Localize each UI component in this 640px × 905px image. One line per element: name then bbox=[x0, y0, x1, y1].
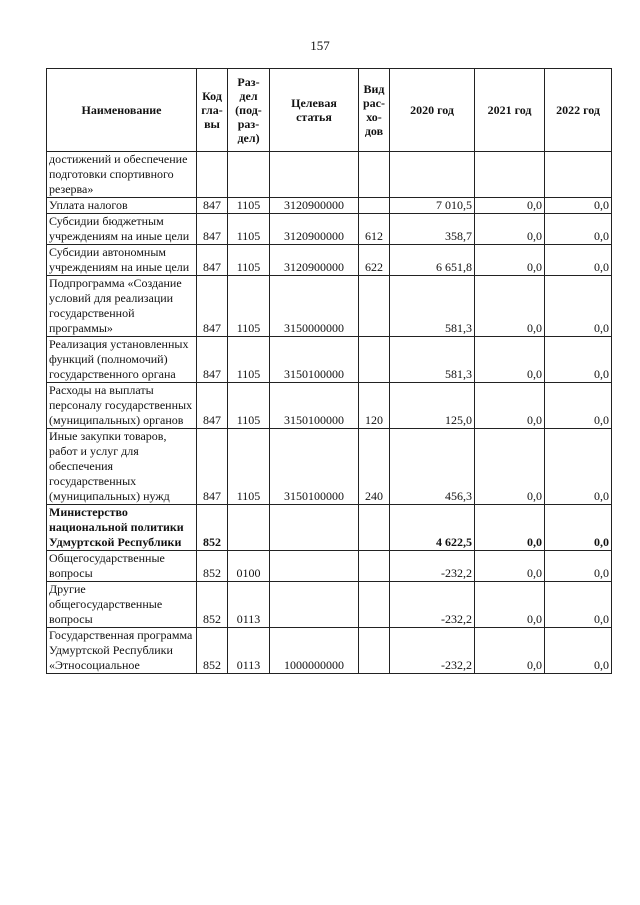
cell-section: 0100 bbox=[228, 551, 270, 582]
table-row bbox=[47, 276, 612, 337]
table-body bbox=[47, 152, 612, 674]
cell-name: Общегосударственные вопросы bbox=[47, 551, 197, 582]
header-kind: Вид рас-хо-дов bbox=[359, 69, 390, 152]
cell-target: 3120900000 bbox=[270, 198, 359, 214]
cell-kind bbox=[359, 276, 390, 337]
cell-code: 847 bbox=[197, 429, 228, 505]
cell-section: 1105 bbox=[228, 245, 270, 276]
table-row bbox=[47, 245, 612, 276]
cell-y2022: 0,0 bbox=[545, 245, 612, 276]
cell-code bbox=[197, 152, 228, 198]
cell-kind: 612 bbox=[359, 214, 390, 245]
cell-code: 847 bbox=[197, 214, 228, 245]
cell-name: Государственная программа Удмуртской Республики «Этносоциальное bbox=[47, 628, 197, 674]
cell-code: 852 bbox=[197, 628, 228, 674]
cell-target: 3150100000 bbox=[270, 383, 359, 429]
cell-y2022: 0,0 bbox=[545, 214, 612, 245]
cell-name: Уплата налогов bbox=[47, 198, 197, 214]
cell-y2021: 0,0 bbox=[475, 337, 545, 383]
cell-kind: 240 bbox=[359, 429, 390, 505]
cell-y2021: 0,0 bbox=[475, 214, 545, 245]
header-target: Целевая статья bbox=[270, 69, 359, 152]
cell-y2021: 0,0 bbox=[475, 383, 545, 429]
cell-y2022: 0,0 bbox=[545, 628, 612, 674]
cell-y2020: 358,7 bbox=[390, 214, 475, 245]
cell-code: 847 bbox=[197, 383, 228, 429]
cell-name: Иные закупки товаров, работ и услуг для обеспечения государственных (муниципальных) нужд bbox=[47, 429, 197, 505]
cell-target: 3120900000 bbox=[270, 245, 359, 276]
table-row bbox=[47, 198, 612, 214]
cell-section: 1105 bbox=[228, 198, 270, 214]
cell-y2022 bbox=[545, 152, 612, 198]
cell-name: Министерство национальной политики Удмуртской Республики bbox=[47, 505, 197, 551]
cell-kind bbox=[359, 337, 390, 383]
cell-kind: 622 bbox=[359, 245, 390, 276]
table-row bbox=[47, 383, 612, 429]
cell-y2022: 0,0 bbox=[545, 429, 612, 505]
header-row bbox=[47, 69, 612, 152]
cell-y2022: 0,0 bbox=[545, 383, 612, 429]
cell-kind bbox=[359, 551, 390, 582]
cell-y2021: 0,0 bbox=[475, 198, 545, 214]
cell-name: Субсидии автономным учреждениям на иные цели bbox=[47, 245, 197, 276]
cell-y2022: 0,0 bbox=[545, 582, 612, 628]
cell-y2020: 4 622,5 bbox=[390, 505, 475, 551]
cell-target: 3150000000 bbox=[270, 276, 359, 337]
cell-name: Другие общегосударственные вопросы bbox=[47, 582, 197, 628]
cell-name: достижений и обеспечение подготовки спортивного резерва» bbox=[47, 152, 197, 198]
cell-target bbox=[270, 505, 359, 551]
cell-target bbox=[270, 152, 359, 198]
cell-code: 847 bbox=[197, 337, 228, 383]
cell-y2021: 0,0 bbox=[475, 582, 545, 628]
table-row bbox=[47, 551, 612, 582]
page-number: 157 bbox=[310, 38, 330, 53]
cell-code: 852 bbox=[197, 582, 228, 628]
cell-kind bbox=[359, 582, 390, 628]
table-row bbox=[47, 505, 612, 551]
cell-target: 3120900000 bbox=[270, 214, 359, 245]
cell-y2020: -232,2 bbox=[390, 628, 475, 674]
cell-y2022: 0,0 bbox=[545, 551, 612, 582]
cell-code: 847 bbox=[197, 276, 228, 337]
cell-y2022: 0,0 bbox=[545, 337, 612, 383]
cell-y2021: 0,0 bbox=[475, 628, 545, 674]
cell-section: 0113 bbox=[228, 582, 270, 628]
cell-code: 852 bbox=[197, 505, 228, 551]
table-row bbox=[47, 152, 612, 198]
cell-y2022: 0,0 bbox=[545, 198, 612, 214]
header-2020: 2020 год bbox=[390, 69, 475, 152]
cell-name: Субсидии бюджетным учреждениям на иные цели bbox=[47, 214, 197, 245]
cell-target: 1000000000 bbox=[270, 628, 359, 674]
cell-y2020: 581,3 bbox=[390, 276, 475, 337]
cell-section: 0113 bbox=[228, 628, 270, 674]
cell-section: 1105 bbox=[228, 276, 270, 337]
header-name: Наименование bbox=[47, 69, 197, 152]
cell-y2021: 0,0 bbox=[475, 429, 545, 505]
cell-kind bbox=[359, 628, 390, 674]
cell-code: 852 bbox=[197, 551, 228, 582]
table-row bbox=[47, 582, 612, 628]
cell-kind bbox=[359, 152, 390, 198]
table-row bbox=[47, 214, 612, 245]
budget-table bbox=[46, 68, 612, 674]
cell-y2020: 581,3 bbox=[390, 337, 475, 383]
cell-name: Реализация установленных функций (полномочий) государственного органа bbox=[47, 337, 197, 383]
table-row bbox=[47, 628, 612, 674]
cell-section: 1105 bbox=[228, 383, 270, 429]
cell-target: 3150100000 bbox=[270, 429, 359, 505]
cell-y2020: 456,3 bbox=[390, 429, 475, 505]
cell-kind bbox=[359, 198, 390, 214]
table-row bbox=[47, 429, 612, 505]
cell-y2020: 125,0 bbox=[390, 383, 475, 429]
cell-target: 3150100000 bbox=[270, 337, 359, 383]
cell-kind bbox=[359, 505, 390, 551]
cell-name: Подпрограмма «Создание условий для реализации государственной программы» bbox=[47, 276, 197, 337]
cell-y2022: 0,0 bbox=[545, 505, 612, 551]
cell-section: 1105 bbox=[228, 214, 270, 245]
cell-y2020: 7 010,5 bbox=[390, 198, 475, 214]
cell-section bbox=[228, 505, 270, 551]
cell-name: Расходы на выплаты персоналу государственных (муниципальных) органов bbox=[47, 383, 197, 429]
cell-code: 847 bbox=[197, 198, 228, 214]
cell-y2021: 0,0 bbox=[475, 276, 545, 337]
cell-section: 1105 bbox=[228, 429, 270, 505]
cell-kind: 120 bbox=[359, 383, 390, 429]
table-row bbox=[47, 337, 612, 383]
cell-y2020: -232,2 bbox=[390, 582, 475, 628]
header-code: Код гла-вы bbox=[197, 69, 228, 152]
cell-y2020: 6 651,8 bbox=[390, 245, 475, 276]
cell-y2021 bbox=[475, 152, 545, 198]
cell-y2021: 0,0 bbox=[475, 505, 545, 551]
cell-y2020: -232,2 bbox=[390, 551, 475, 582]
cell-section: 1105 bbox=[228, 337, 270, 383]
cell-section bbox=[228, 152, 270, 198]
cell-target bbox=[270, 582, 359, 628]
cell-code: 847 bbox=[197, 245, 228, 276]
cell-y2021: 0,0 bbox=[475, 551, 545, 582]
cell-y2020 bbox=[390, 152, 475, 198]
cell-target bbox=[270, 551, 359, 582]
header-2022: 2022 год bbox=[545, 69, 612, 152]
cell-y2022: 0,0 bbox=[545, 276, 612, 337]
cell-y2021: 0,0 bbox=[475, 245, 545, 276]
header-2021: 2021 год bbox=[475, 69, 545, 152]
header-section: Раз-дел (под-раз-дел) bbox=[228, 69, 270, 152]
